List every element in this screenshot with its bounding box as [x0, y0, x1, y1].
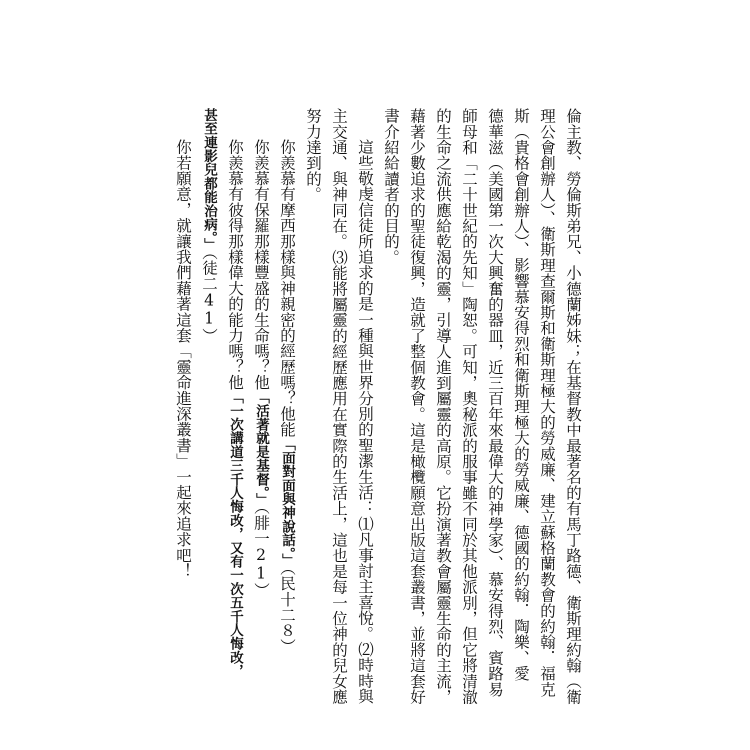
text-column [275, 108, 299, 654]
scripture-reference: （腓一21） [252, 506, 270, 599]
text-column: 努力達到的。 [304, 108, 322, 203]
text-column: 師母和「二十世紀的先知」陶恕。可知，奧秘派的服事雖不同於其他派別，但它將清澈 [460, 108, 478, 705]
text-column: 理公會創辦人）、衛斯理查爾斯和衛斯理極大的勞威廉、建立蘇格蘭教會的約翰．福克 [538, 108, 556, 697]
text-column: 你若願意，就讓我們藉著這套「靈命進深叢書」一起來追求吧！ [174, 139, 192, 579]
text-column: 這些敬虔信徒所追求的是一種與世界分別的聖潔生活：⑴凡事討主喜悅。⑵時時與 [356, 139, 374, 705]
text-column [197, 108, 221, 343]
text-column: 德華滋（美國第一次大興奮的器皿，近三百年來最偉大的神學家）、慕安得烈、賓路易 [486, 108, 504, 697]
scripture-reference: （徒二41） [200, 251, 218, 344]
scripture-reference: （民十二８） [278, 567, 296, 655]
text-column: 斯（貴格會創辦人）、影響慕安得烈和衛斯理極大的勞威廉、德國的約翰．陶樂、愛 [512, 108, 530, 682]
text-column: 的生命之流供應給乾渴的靈，引導人進到屬靈的高原。它扮演著教會屬靈生命的主流， [434, 108, 452, 705]
text-column [249, 108, 273, 598]
paragraph-text: 你羨慕有保羅那樣豐盛的生命嗎？他 [252, 139, 270, 391]
scripture-quote: 「面對面與神說話。」 [279, 437, 295, 568]
scripture-quote: 「一次講道三千人悔改，又有一次五千人悔改， [227, 390, 243, 678]
text-column: 藉著少數追求的聖徒復興，造就了整個教會。這是橄欖願意出版這套叢書，並將這套好 [408, 108, 426, 705]
paragraph-text: 你羨慕有彼得那樣偉大的能力嗎？他 [226, 139, 244, 391]
scripture-quote: 甚至連影兒都能治病。」 [201, 108, 217, 252]
text-column: 主交通、與神同在。⑶能將屬靈的經歷應用在實際的生活上，這也是每一位神的兒女應 [330, 108, 348, 705]
text-column [223, 108, 247, 678]
scripture-quote: 「活著就是基督。」 [253, 390, 269, 507]
text-column: 書介紹給讀者的目的。 [382, 108, 400, 265]
paragraph-text: 你羨慕有摩西那樣與神親密的經歷嗎？他能 [278, 139, 296, 438]
text-column: 倫主教、勞倫斯弟兄、小德蘭姊妹；在基督教中最著名的有馬丁路德、衛斯理約翰（衛 [564, 108, 582, 705]
